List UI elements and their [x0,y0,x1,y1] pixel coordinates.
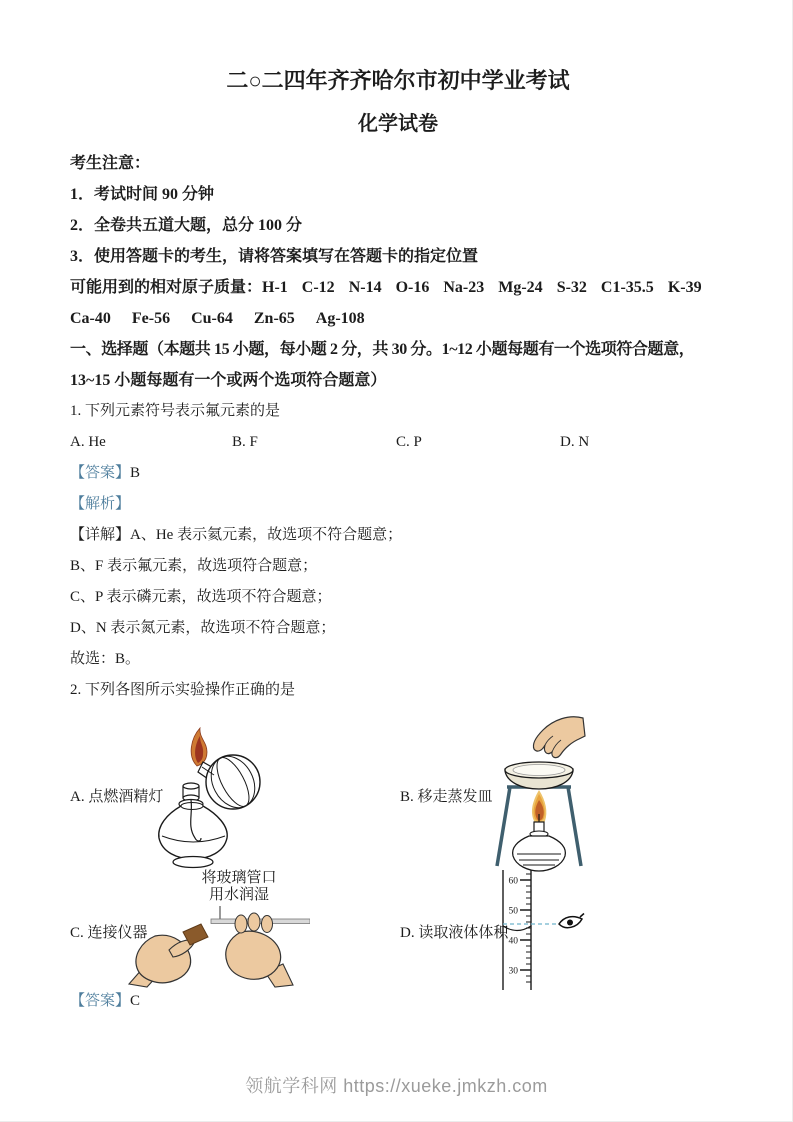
meniscus [503,926,531,931]
question-1-answer-line [70,458,726,489]
atomic-mass-value: Ag-108 [315,310,365,327]
section-heading-line-2: 13~15 小题每题有一个或两个选项符合题意） [70,372,387,389]
notice-item: 2．全卷共五道大题，总分 100 分 [70,217,303,234]
question-1-option: D. N [560,434,590,450]
figure-d-graduated-cylinder [493,864,585,996]
tube-wetting-note-line1: 将玻璃管口 [201,870,277,886]
atomic-mass-value: Fe-56 [131,310,171,327]
hand-icon [533,717,585,758]
tube-wetting-note [183,870,295,903]
detail-line: D、N 表示氮元素，故选项不符合题意； [70,620,336,636]
answer-value: B [130,465,141,481]
detail-line: C、P 表示磷元素，故选项不符合题意； [70,589,332,605]
exam-subtitle: 化学试卷 [358,113,438,135]
question-2-figures [70,706,726,986]
answer-value: C [130,993,141,1009]
cylinder-scale-value: 60 [508,876,518,887]
atomic-mass-value: Ca-40 [70,310,111,327]
cylinder-scale-value: 50 [508,906,518,917]
notice-heading: 考生注意： [70,155,151,172]
question-2-stem: 2. 下列各图所示实验操作正确的是 [70,682,296,698]
cylinder-scale-value: 30 [508,966,518,977]
question-1-options [70,427,726,458]
right-hand [226,913,293,987]
answer-label: 【答案】 [70,465,131,481]
atomic-mass-value: C1-35.5 [600,279,654,296]
watermark-site-link[interactable]: 领航学科网 https://xueke.jmkzh.com [245,1076,548,1096]
question-1-option: B. F [232,434,258,450]
question-2-answer-line [70,986,726,1017]
glass-tube [211,919,310,924]
figure-b-remove-evaporating-dish [487,714,591,874]
scale-ticks [520,874,531,982]
answer-label: 【答案】 [70,993,131,1009]
atomic-mass-value: H-1 [262,279,288,296]
exam-title: 二○二四年齐齐哈尔市初中学业考试 [226,68,570,93]
detail-line: 故选：B。 [70,651,141,667]
atomic-mass-value: Mg-24 [498,279,543,296]
left-hand-with-stopper [129,924,208,987]
alcohol-lamp [513,814,566,871]
atomic-mass-value: S-32 [556,279,587,296]
atomic-mass-label: 可能用到的相对原子质量： [70,279,263,296]
figure-a-alcohol-lamp-lighting [145,726,265,874]
figure-c-label: C. 连接仪器 [70,925,148,941]
atomic-mass-value: Zn-65 [253,310,295,327]
question-1-stem: 1. 下列元素符号表示氟元素的是 [70,403,281,419]
atomic-mass-value: K-39 [667,279,702,296]
figure-d-label: D. 读取液体体积 [400,925,509,941]
question-1-option: A. He [70,434,106,450]
notice-item: 1．考试时间 90 分钟 [70,186,215,203]
figure-a-label: A. 点燃酒精灯 [70,789,164,805]
figure-c-connect-apparatus [125,866,310,988]
detail-line: 【详解】A、He 表示氦元素，故选项不符合题意； [70,527,403,543]
atomic-mass-value: Na-23 [443,279,485,296]
notice-item: 3．使用答题卡的考生，请将答案填写在答题卡的指定位置 [70,248,479,265]
atomic-mass-value: O-16 [395,279,430,296]
analysis-label: 【解析】 [70,496,131,512]
atomic-mass-values-1 [262,279,716,296]
atomic-mass-value: N-14 [348,279,382,296]
atomic-mass-value: Cu-64 [191,310,233,327]
evaporating-dish [505,762,573,789]
question-1-option: C. P [396,434,422,450]
atomic-mass-line-1 [70,272,726,303]
eye-icon [559,914,584,928]
watermark-footer [0,1072,793,1098]
atomic-mass-value: C-12 [301,279,335,296]
atomic-mass-line-2 [70,303,726,334]
figure-c-drawing [125,906,310,988]
figure-b-label: B. 移走蒸发皿 [400,789,493,805]
detail-line: B、F 表示氟元素，故选项符合题意； [70,558,318,574]
section-heading-line-1: 一、选择题（本题共 15 小题，每小题 2 分，共 30 分。1~12 小题每题有一个选项符合题意， [70,341,695,358]
tilted-lamp [198,749,263,815]
tube-wetting-note-line2: 用水润湿 [208,886,269,903]
question-1-detail [70,520,726,675]
atomic-mass-values-2 [70,310,386,327]
notice-items [70,179,726,272]
scale-numbers [509,877,519,977]
cylinder-scale-value: 40 [508,936,518,947]
exam-paper [70,66,726,1017]
